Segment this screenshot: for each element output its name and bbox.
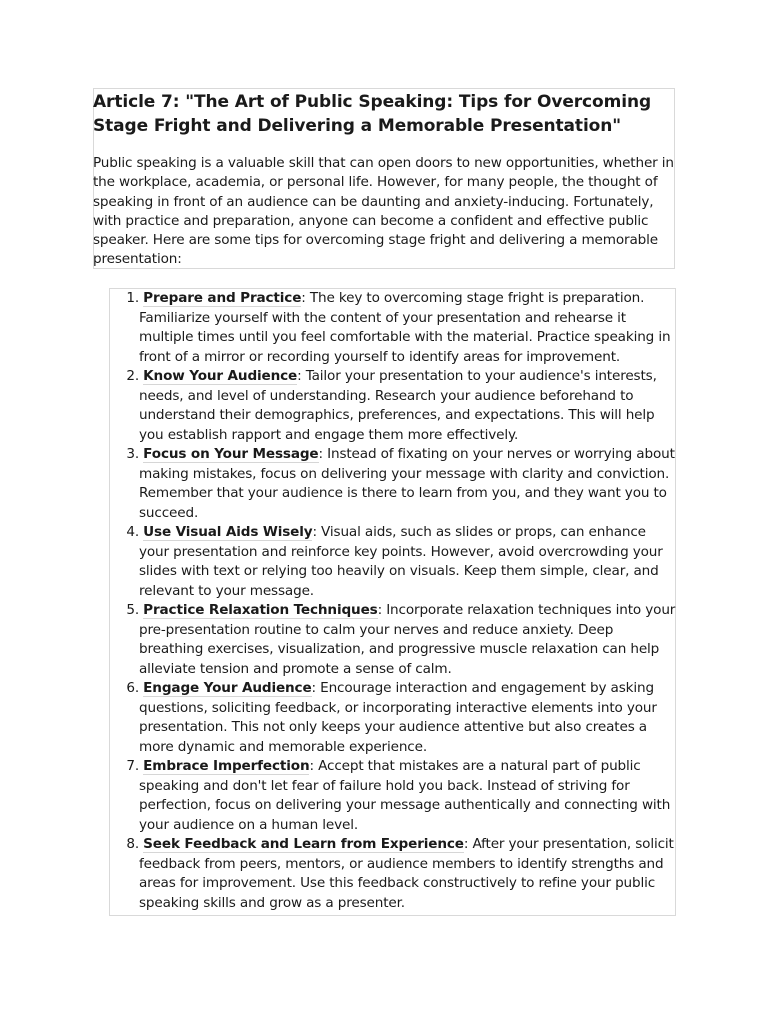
list-item-text: : After your presentation, solicit feedback from peers, mentors, or audience members to identify strengths and areas for improvement. Use this feedback constructively to refine your public speaking skills and grow as a presenter. (139, 836, 674, 911)
list-item-number: 7. (126, 758, 139, 774)
list-item-title: Focus on Your Message (143, 446, 319, 462)
list-item-text: : Incorporate relaxation techniques into your pre-presentation routine to calm your nerves and reduce anxiety. Deep breathing exercises, visualization, and progressive muscle relaxation can help alleviate tension and promote a sense of calm. (139, 602, 676, 677)
list-item-body (139, 757, 676, 835)
list-item-number: 2. (126, 368, 139, 384)
list-item-text: : Visual aids, such as slides or props, can enhance your presentation and reinforce key points. However, avoid overcrowding your slides with text or relying too heavily on visuals. Keep them simple, clear, and relevant to your message. (139, 524, 663, 599)
list-item-number: 6. (126, 680, 139, 696)
list-item (110, 523, 676, 601)
list-item-number: 3. (126, 446, 139, 462)
list-item-number: 1. (126, 290, 139, 306)
list-item-text: : Accept that mistakes are a natural part of public speaking and don't let fear of failure hold you back. Instead of striving for perfection, focus on delivering your message authentically and connecting with your audience on a human level. (139, 758, 671, 833)
list-item-number: 8. (126, 836, 139, 852)
list-item-text: : The key to overcoming stage fright is preparation. Familiarize yourself with the content of your presentation and rehearse it multiple times until you feel comfortable with the material. Practice speaking in front of a mirror or recording yourself to identify areas for improvement. (139, 290, 671, 365)
article-title: Article 7: "The Art of Public Speaking: Tips for Overcoming Stage Fright and Delivering a Memorable Presentation" (93, 92, 652, 136)
list-item-body (139, 601, 676, 679)
list-item-title: Seek Feedback and Learn from Experience (143, 836, 464, 852)
list-item-title: Practice Relaxation Techniques (143, 602, 378, 618)
list-item-title: Engage Your Audience (143, 680, 312, 696)
list-item-body (139, 289, 676, 367)
list-item-body (139, 679, 676, 757)
list-item (110, 835, 676, 913)
list-item-title: Prepare and Practice (143, 290, 302, 306)
list-item (110, 445, 676, 523)
list-item-body (139, 835, 676, 913)
list-item-text: : Encourage interaction and engagement by asking questions, soliciting feedback, or incorporating interactive elements into your presentation. This not only keeps your audience attentive but also creates a more dynamic and memorable experience. (139, 680, 657, 755)
list-item-body (139, 445, 676, 523)
list-item-title: Embrace Imperfection (143, 758, 310, 774)
list-item-text: : Instead of fixating on your nerves or worrying about making mistakes, focus on delivering your message with clarity and conviction. Remember that your audience is there to learn from you, and they want you to succeed. (139, 446, 675, 521)
article-intro: Public speaking is a valuable skill that can open doors to new opportunities, whether in the workplace, academia, or personal life. However, for many people, the thought of speaking in front of an audience can be daunting and anxiety-inducing. Fortunately, with practice and preparation, anyone can become a confident and effective public speaker. Here are some tips for overcoming stage fright and delivering a memorable presentation: (93, 155, 674, 268)
list-item-body (139, 523, 676, 601)
tips-list (110, 289, 676, 913)
list-item (110, 601, 676, 679)
list-item (110, 757, 676, 835)
list-item-text: : Tailor your presentation to your audience's interests, needs, and level of understanding. Research your audience beforehand to understand their demographics, preferences, and expectations. This will help you establish rapport and engage them more effectively. (139, 368, 657, 443)
list-item (110, 679, 676, 757)
list-item-number: 4. (126, 524, 139, 540)
list-item-title: Use Visual Aids Wisely (143, 524, 313, 540)
list-item (110, 367, 676, 445)
list-item-number: 5. (126, 602, 139, 618)
list-item-title: Know Your Audience (143, 368, 298, 384)
list-item-body (139, 367, 676, 445)
list-item (110, 289, 676, 367)
